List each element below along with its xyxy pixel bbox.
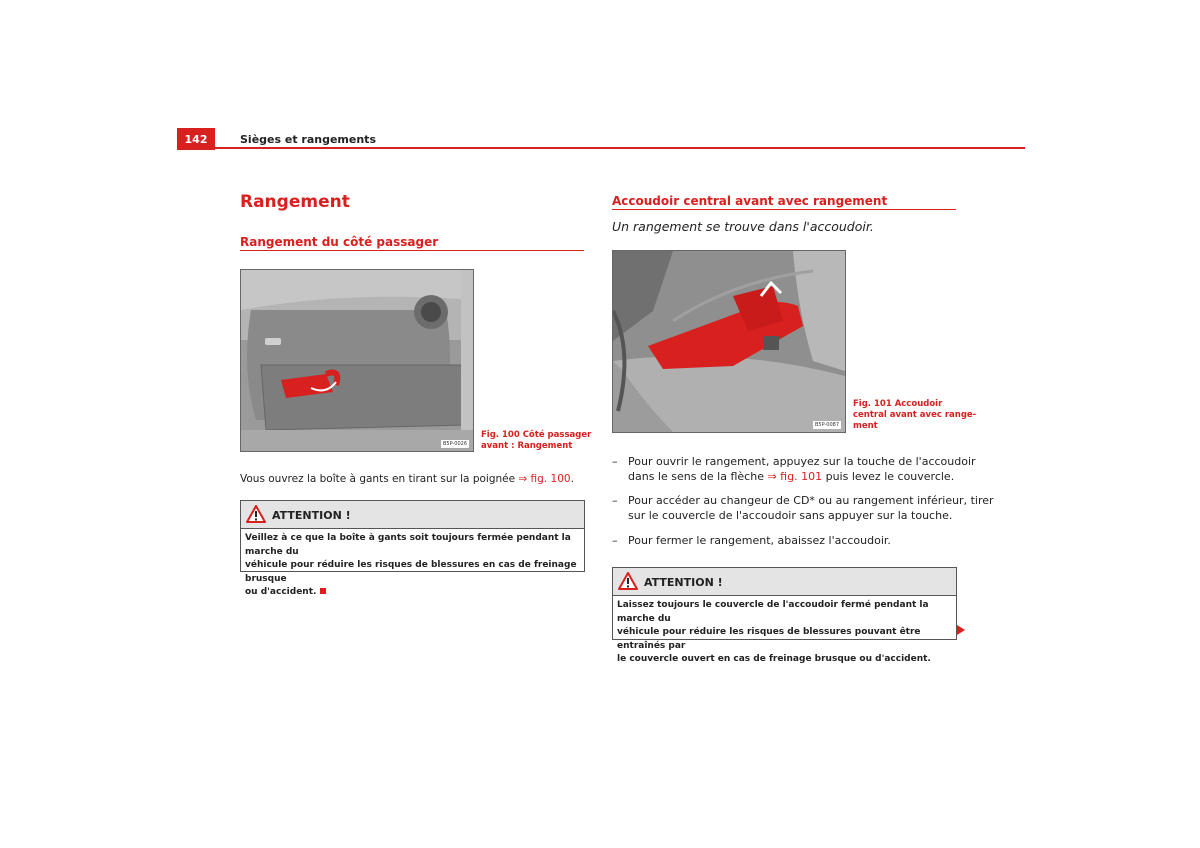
caption-line: ment: [853, 421, 878, 431]
armrest-illustration: [613, 251, 845, 432]
page-number: 142: [177, 128, 215, 150]
warning-title: ATTENTION !: [644, 576, 723, 589]
step-line: Pour accéder au changeur de CD* ou au rangement inférieur, tirer: [628, 494, 994, 507]
warning-header: [613, 568, 956, 596]
caption-line: avant : Rangement: [481, 441, 573, 451]
body-text-end: .: [570, 473, 574, 485]
caption-line: Fig. 100 Côté passager: [481, 430, 592, 440]
warning-line-last: ou d'accident.: [245, 586, 580, 600]
body-text: Vous ouvrez la boîte à gants en tirant sur la poignée: [240, 473, 516, 485]
warning-line: le couvercle ouvert en cas de freinage brusque ou d'accident.: [617, 654, 931, 664]
figure-100-caption: [481, 430, 591, 452]
figure-armrest: [612, 250, 846, 433]
caption-line: central avant avec range-: [853, 410, 977, 420]
step-line: Pour ouvrir le rangement, appuyez sur la touche de l'accoudoir: [628, 455, 976, 468]
warning-line: véhicule pour réduire les risques de blessures en cas de freinage brusque: [245, 560, 577, 584]
warning-line: Veillez à ce que la boîte à gants soit toujours fermée pendant la marche du: [245, 533, 571, 557]
header-rule: [177, 147, 1025, 149]
figure-reference-link[interactable]: ⇒ fig. 100: [518, 473, 571, 485]
figure-reference-link[interactable]: ⇒ fig. 101: [767, 470, 823, 483]
warning-line: véhicule pour réduire les risques de blessures pouvant être entraînés par: [617, 627, 921, 651]
main-heading: Rangement: [240, 192, 350, 212]
warning-box-right: [612, 567, 957, 664]
warning-triangle-icon: [246, 505, 266, 523]
step-line: sur le couvercle de l'accoudoir sans appuyer sur la touche.: [628, 509, 953, 522]
right-intro: Un rangement se trouve dans l'accoudoir.: [612, 219, 874, 234]
step-dash: –: [612, 455, 618, 468]
left-subheading: Rangement du côté passager: [240, 235, 439, 249]
warning-triangle-icon: [618, 572, 638, 590]
step-dash: –: [612, 494, 618, 507]
step-item: [612, 533, 962, 549]
step-dash: –: [612, 534, 618, 547]
left-subheading-rule: [240, 250, 584, 251]
continue-arrow-icon: [957, 625, 965, 635]
warning-header: [241, 501, 584, 529]
warning-body: [613, 596, 956, 671]
right-subheading-rule: [612, 209, 956, 210]
warning-box-left: [240, 500, 585, 597]
step-line: dans le sens de la flèche ⇒ fig. 101 puis levez le couvercle.: [628, 470, 955, 483]
warning-body: [241, 529, 584, 604]
figure-101-caption: [853, 399, 976, 432]
figure-glovebox: [240, 269, 474, 452]
warning-line: Laissez toujours le couvercle de l'accoudoir fermé pendant la marche du: [617, 600, 929, 624]
left-body-text: [240, 472, 574, 487]
glovebox-illustration: [241, 270, 473, 451]
section-title: Sièges et rangements: [240, 133, 376, 146]
caption-line: Fig. 101 Accoudoir: [853, 399, 943, 409]
step-line: Pour fermer le rangement, abaissez l'accoudoir.: [628, 534, 891, 547]
step-item: [612, 454, 976, 486]
right-subheading: Accoudoir central avant avec rangement: [612, 194, 888, 208]
end-of-section-icon: [320, 588, 326, 594]
figure-code: B5P-0087: [814, 422, 839, 428]
figure-code: B5P-0026: [442, 441, 467, 447]
step-item: [612, 493, 994, 525]
warning-title: ATTENTION !: [272, 509, 351, 522]
